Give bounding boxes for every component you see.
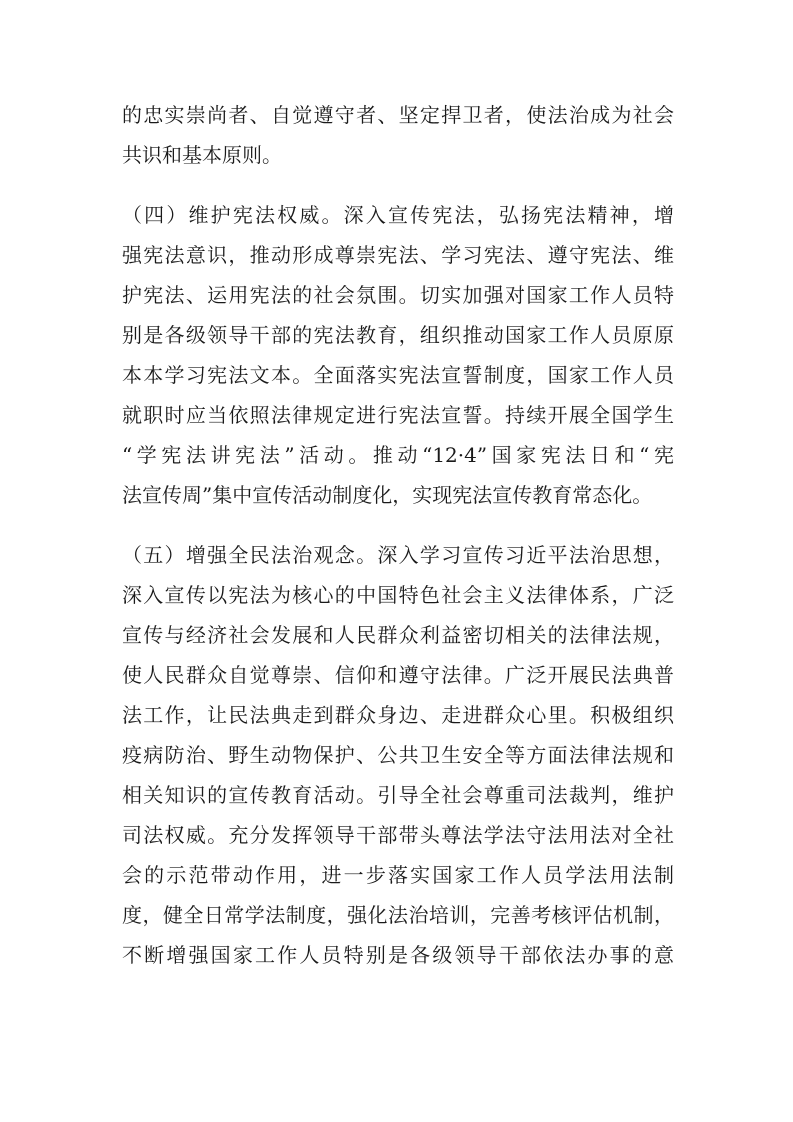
- text-line: 宣传与经济社会发展和人民群众利益密切相关的法律法规，: [122, 623, 674, 647]
- text-line: 相关知识的宣传教育活动。引导全社会尊重司法裁判，维护: [122, 783, 674, 807]
- text-line: （四）维护宪法权威。深入宣传宪法，弘扬宪法精神，增: [122, 203, 674, 227]
- text-line: 的忠实崇尚者、自觉遵守者、坚定捍卫者，使法治成为社会: [122, 103, 674, 127]
- text-line: 司法权威。充分发挥领导干部带头尊法学法守法用法对全社: [122, 823, 674, 847]
- text-line: 深入宣传以宪法为核心的中国特色社会主义法律体系，广泛: [122, 583, 674, 607]
- text-line: 护宪法、运用宪法的社会氛围。切实加强对国家工作人员特: [122, 283, 674, 307]
- text-line: “学宪法讲宪法”活动。推动“12·4”国家宪法日和“宪: [122, 443, 674, 467]
- text-line: 强宪法意识，推动形成尊崇宪法、学习宪法、遵守宪法、维: [122, 243, 674, 267]
- text-line: 就职时应当依照法律规定进行宪法宣誓。持续开展全国学生: [122, 403, 674, 427]
- paragraph-spacer: [122, 515, 674, 535]
- text-line: 不断增强国家工作人员特别是各级领导干部依法办事的意: [122, 943, 674, 967]
- paragraph-continuation: [122, 95, 674, 175]
- text-line: 使人民群众自觉尊崇、信仰和遵守法律。广泛开展民法典普: [122, 663, 674, 687]
- text-line: 法宣传周”集中宣传活动制度化，实现宪法宣传教育常态化。: [122, 483, 653, 507]
- text-line: 别是各级领导干部的宪法教育，组织推动国家工作人员原原: [122, 323, 674, 347]
- text-line: 会的示范带动作用，进一步落实国家工作人员学法用法制: [122, 863, 674, 887]
- text-line: 本本学习宪法文本。全面落实宪法宣誓制度，国家工作人员: [122, 363, 674, 387]
- paragraph-section-5: [122, 535, 674, 975]
- text-line: （五）增强全民法治观念。深入学习宣传习近平法治思想，: [122, 543, 674, 567]
- text-line: 法工作，让民法典走到群众身边、走进群众心里。积极组织: [122, 703, 674, 727]
- paragraph-spacer: [122, 175, 674, 195]
- text-line: 度，健全日常学法制度，强化法治培训，完善考核评估机制，: [122, 903, 674, 927]
- paragraph-section-4: [122, 195, 674, 515]
- text-line: 疫病防治、野生动物保护、公共卫生安全等方面法律法规和: [122, 743, 674, 767]
- text-line: 共识和基本原则。: [122, 143, 282, 167]
- body-text: [122, 95, 674, 975]
